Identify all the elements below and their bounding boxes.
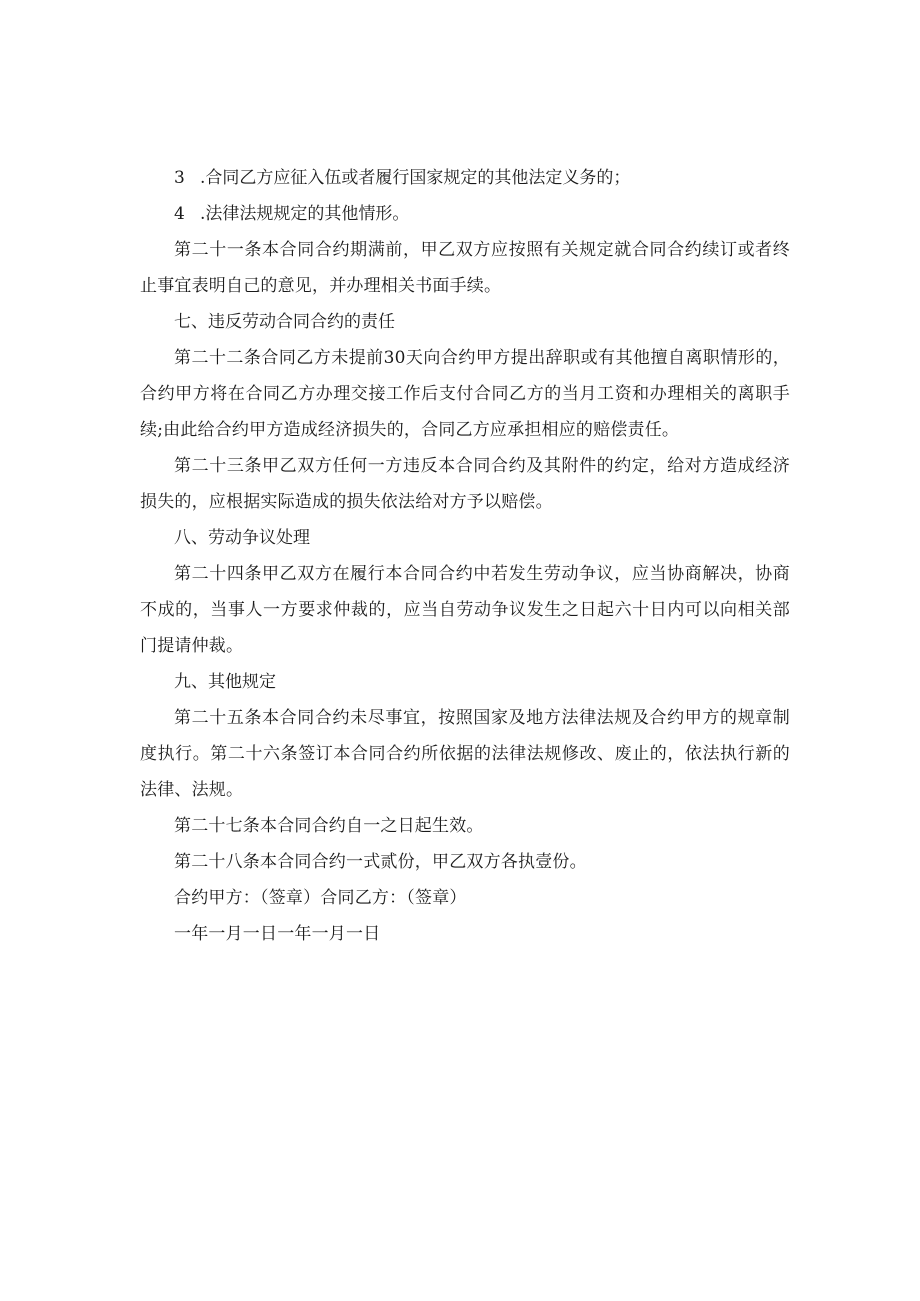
article-25-26: 第二十五条本合同合约未尽事宜，按照国家及地方法律法规及合约甲方的规章制度执行。第二十六条签订本合同合约所依据的法律法规修改、废止的，依法执行新的法律、法规。 xyxy=(140,708,790,800)
article-24: 第二十四条甲乙双方在履行本合同合约中若发生劳动争议，应当协商解决，协商不成的，当事人一方要求仲裁的，应当自劳动争议发生之日起六十日内可以向相关部门提请仲裁。 xyxy=(140,564,790,656)
document-body xyxy=(140,160,790,952)
article-22: 第二十二条合同乙方未提前30天向合约甲方提出辞职或有其他擅自离职情形的，合约甲方将在合同乙方办理交接工作后支付合同乙方的当月工资和办理相关的离职手续;由此给合约甲方造成经济损失的，合同乙方应承担相应的赔偿责任。 xyxy=(140,348,790,440)
article-21: 第二十一条本合同合约期满前，甲乙双方应按照有关规定就合同合约续订或者终止事宜表明自己的意见，并办理相关书面手续。 xyxy=(140,240,790,296)
article-23: 第二十三条甲乙双方任何一方违反本合同合约及其附件的约定，给对方造成经济损失的，应根据实际造成的损失依法给对方予以赔偿。 xyxy=(140,456,790,512)
list-text: .合同乙方应征入伍或者履行国家规定的其他法定义务的； xyxy=(200,168,631,188)
section-9-heading: 九、其他规定 xyxy=(174,672,276,692)
section-8-heading: 八、劳动争议处理 xyxy=(174,528,310,548)
signature-line: 合约甲方：（签章）合同乙方：（签章） xyxy=(174,888,467,908)
date-line: 一年一月一日一年一月一日 xyxy=(174,924,381,944)
section-7-heading: 七、违反劳动合同合约的责任 xyxy=(174,312,395,332)
list-number: 4 xyxy=(174,204,185,224)
list-number: 3 xyxy=(174,168,185,188)
list-item-3 xyxy=(140,160,790,196)
list-item-4 xyxy=(140,196,790,232)
article-28: 第二十八条本合同合约一式贰份，甲乙双方各执壹份。 xyxy=(174,852,587,872)
list-text: .法律法规规定的其他情形。 xyxy=(200,204,410,224)
article-27: 第二十七条本合同合约自一之日起生效。 xyxy=(174,816,484,836)
